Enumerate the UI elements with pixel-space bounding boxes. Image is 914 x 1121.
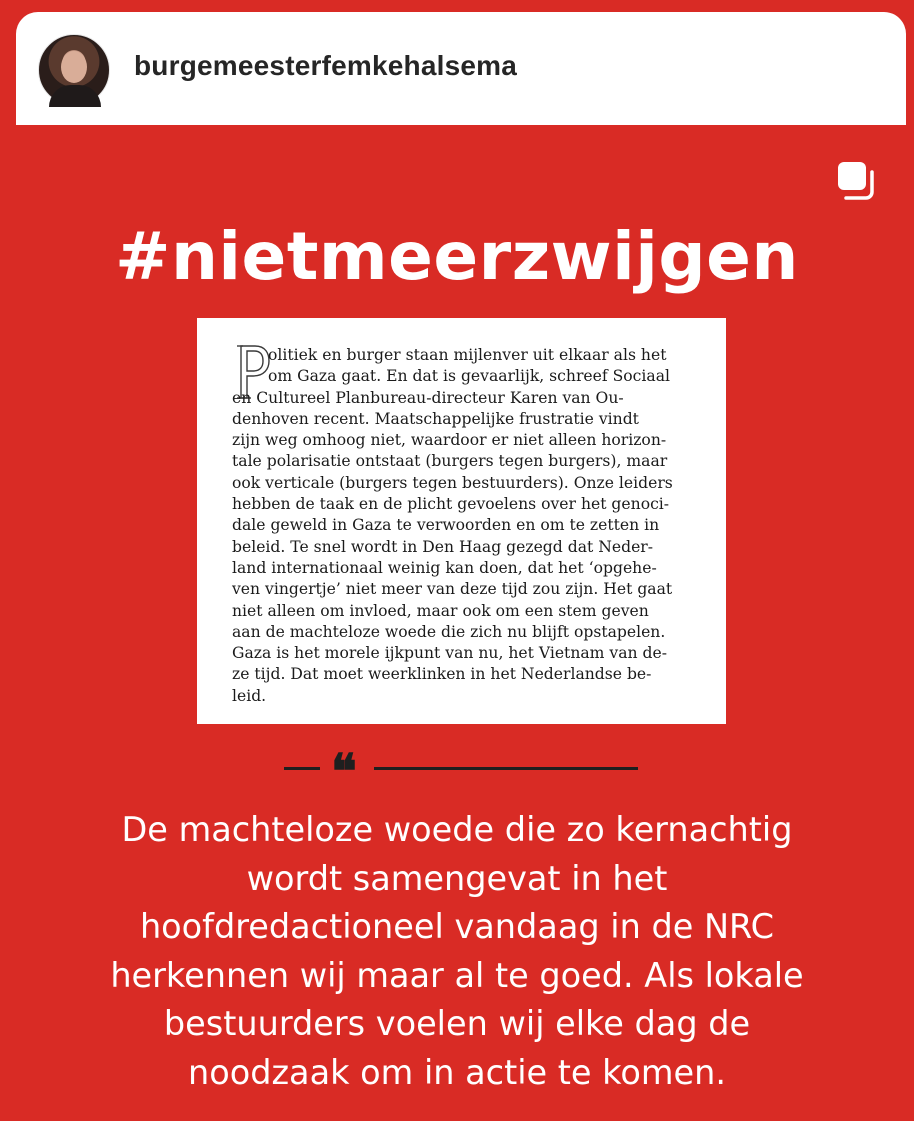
article-line: leid. bbox=[232, 686, 267, 705]
post-header bbox=[16, 12, 906, 125]
quote-mark-icon: ❝ bbox=[331, 744, 357, 800]
article-line: en Cultureel Planbureau-directeur Karen van Ou- bbox=[232, 388, 624, 407]
article-line: tale polarisatie ontstaat (burgers tegen burgers), maar bbox=[232, 452, 668, 471]
avatar[interactable] bbox=[38, 34, 110, 106]
article-line: om Gaza gaat. En dat is gevaarlijk, schreef Sociaal bbox=[268, 367, 670, 386]
avatar-shoulders bbox=[49, 85, 101, 107]
divider-right bbox=[374, 767, 638, 770]
article-line: niet alleen om invloed, maar ook om een stem geven bbox=[232, 601, 649, 620]
article-line: Gaza is het morele ijkpunt van nu, het Vietnam van de- bbox=[232, 644, 667, 663]
article-line: beleid. Te snel wordt in Den Haag gezegd dat Neder- bbox=[232, 537, 654, 556]
article-line: ook verticale (burgers tegen bestuurders). Onze leiders bbox=[232, 473, 673, 492]
article-clipping bbox=[197, 318, 726, 724]
article-line: land internationaal weinig kan doen, dat het ‘opgehe- bbox=[232, 558, 657, 577]
article-line: ven vingertje’ niet meer van deze tijd zou zijn. Het gaat bbox=[232, 580, 673, 599]
username[interactable]: burgemeesterfemkehalsema bbox=[134, 50, 517, 81]
divider-left bbox=[284, 767, 320, 770]
article-body bbox=[232, 345, 702, 707]
article-line: zijn weg omhoog niet, waardoor er niet alleen horizon- bbox=[232, 431, 667, 450]
avatar-face bbox=[61, 51, 87, 83]
article-line: hebben de taak en de plicht gevoelens over het genoci- bbox=[232, 495, 670, 514]
article-line: denhoven recent. Maatschappelijke frustratie vindt bbox=[232, 409, 639, 428]
article-line: dale geweld in Gaza te verwoorden en om te zetten in bbox=[232, 516, 660, 535]
article-line: olitiek en burger staan mijlenver uit elkaar als het bbox=[268, 346, 667, 364]
carousel-icon bbox=[834, 158, 878, 202]
article-line: aan de machteloze woede die zich nu blijft opstapelen. bbox=[232, 622, 666, 641]
hashtag-title: #nietmeerzwijgen bbox=[115, 218, 799, 295]
article-line: ze tijd. Dat moet weerklinken in het Nederlandse be- bbox=[232, 665, 652, 684]
quote-text: De machteloze woede die zo kernachtig wordt samengevat in het hoofdredactioneel vandaag in de NRC herkennen wij maar al te goed. Als lokale bestuurders voelen wij elke dag de noodzaak om in actie te komen. bbox=[110, 810, 804, 1092]
